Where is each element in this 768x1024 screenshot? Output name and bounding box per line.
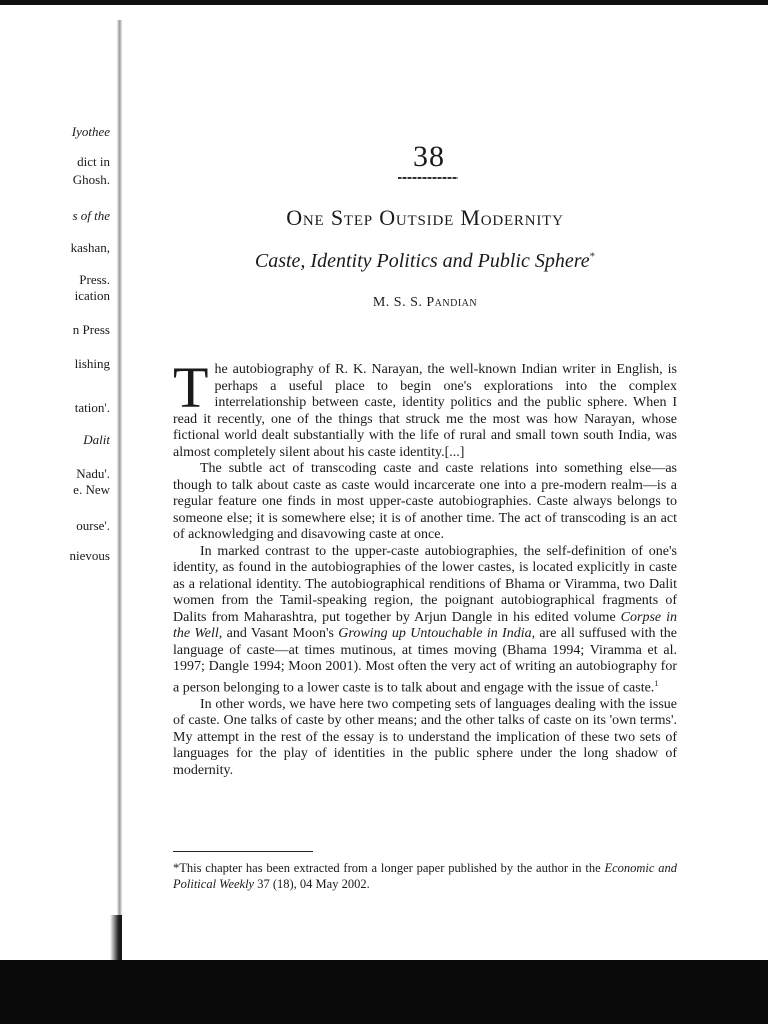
facing-page-line: Ghosh. <box>72 172 110 187</box>
chapter-title: One Step Outside Modernity <box>286 205 564 230</box>
paragraph-1 <box>173 355 677 461</box>
book-title-corpse: Corpse in the Well, <box>173 609 677 641</box>
facing-page-line: lishing <box>74 356 110 371</box>
chapter-body <box>173 355 677 779</box>
paragraph-3-text-a: In marked contrast to the upper-caste autobiographies, the self-definition of one's identity, as found in the autobiographies of the lower castes, is located explicitly in caste as a relational identity. The autobiographical renditions of Bhama or Viramma, two Dalit women from the Tamil-speaking region, the poignant autobiographical fragments of Dalits from Maharashtra, put together by Arjun Dangle in his edited volume <box>173 543 677 625</box>
paragraph-1-text: he autobiography of R. K. Narayan, the well-known Indian writer in English, is perhaps a useful place to begin one's explorations into the complex interrelationship between caste, identity politics and the public sphere. When I read it recently, one of the things that struck me the most was how Narayan, whose fictional world dealt substantially with the life of rural and small town south India, was almost completely silent about his caste identity.[...] <box>173 362 677 460</box>
author-surname: Pandian <box>426 295 478 310</box>
facing-page-line: Press. <box>79 272 110 287</box>
facing-page-line: kashan, <box>70 240 110 255</box>
author-byline <box>130 295 720 311</box>
drop-cap: T <box>173 355 209 420</box>
facing-page-line: nievous <box>69 548 110 563</box>
paragraph-3 <box>173 544 677 697</box>
paragraph-2: The subtle act of transcoding caste and caste relations into something else—as though to talk about caste as caste would incarcerate one into a pre-modern realm—is a regular feature one finds in most upper-caste autobiographies. Caste always belongs to someone else; it is somewhere else; it is of another time. The act of transcoding is an act of acknowledging and disavowing caste at once. <box>173 461 677 542</box>
facing-page-line: ication <box>74 288 110 303</box>
facing-page-line: tation'. <box>74 400 110 415</box>
journal-title: Economic and Political Weekly <box>173 861 677 891</box>
author-initials: M. S. S. <box>372 295 423 310</box>
footnote-text-a: This chapter has been extracted from a longer paper published by the author in the <box>179 861 605 875</box>
scan-top-edge <box>0 0 768 5</box>
chapter-number: 38 <box>413 140 445 173</box>
paragraph-4: In other words, we have here two competing sets of languages dealing with the issue of caste. One talks of caste by other means; and the other talks of caste on its 'own terms'. My attempt in the rest of the essay is to understand the implication of these two sets of languages for the play of identities in the public sphere under the long shadow of modernity. <box>173 696 677 778</box>
chapter-number-ornament <box>398 177 458 179</box>
paragraph-3-text-b: and Vasant Moon's <box>222 626 339 641</box>
facing-page-line: n Press <box>72 322 110 337</box>
facing-page-line: Iyothee <box>71 124 110 139</box>
subtitle-footnote-mark: * <box>589 250 596 263</box>
endnote-marker: 1 <box>654 678 659 688</box>
gutter-shadow <box>110 915 122 963</box>
facing-page-line: ourse'. <box>76 518 110 533</box>
footnote <box>173 860 677 892</box>
book-gutter <box>117 20 122 960</box>
footnote-mark: * <box>173 861 180 875</box>
scan-bottom-edge <box>0 960 768 1024</box>
paragraph-3-text-c: are all suffused with the language of caste—at times mutinous, at times moving (Bhama 1994; Viramma et al. 1997; Dangle 1994; Moon 2001). Most often the very act of writing an autobiography for a person belonging to a lower caste is to talk about and engage with the issue of caste. <box>173 626 677 696</box>
footnote-rule <box>173 851 313 852</box>
facing-page-line: dict in <box>77 154 110 169</box>
book-title-growing-up: Growing up Untouchable in India, <box>338 626 536 641</box>
facing-page-line: e. New <box>73 482 110 497</box>
facing-page-line: s of the <box>72 208 110 223</box>
subtitle-text: Caste, Identity Politics and Public Sphere <box>254 250 590 272</box>
chapter-subtitle <box>130 250 720 273</box>
facing-page-line: Nadu'. <box>76 466 110 481</box>
footnote-text-b: 37 (18), 04 May 2002. <box>254 877 370 891</box>
facing-page-line: Dalit <box>83 432 110 447</box>
